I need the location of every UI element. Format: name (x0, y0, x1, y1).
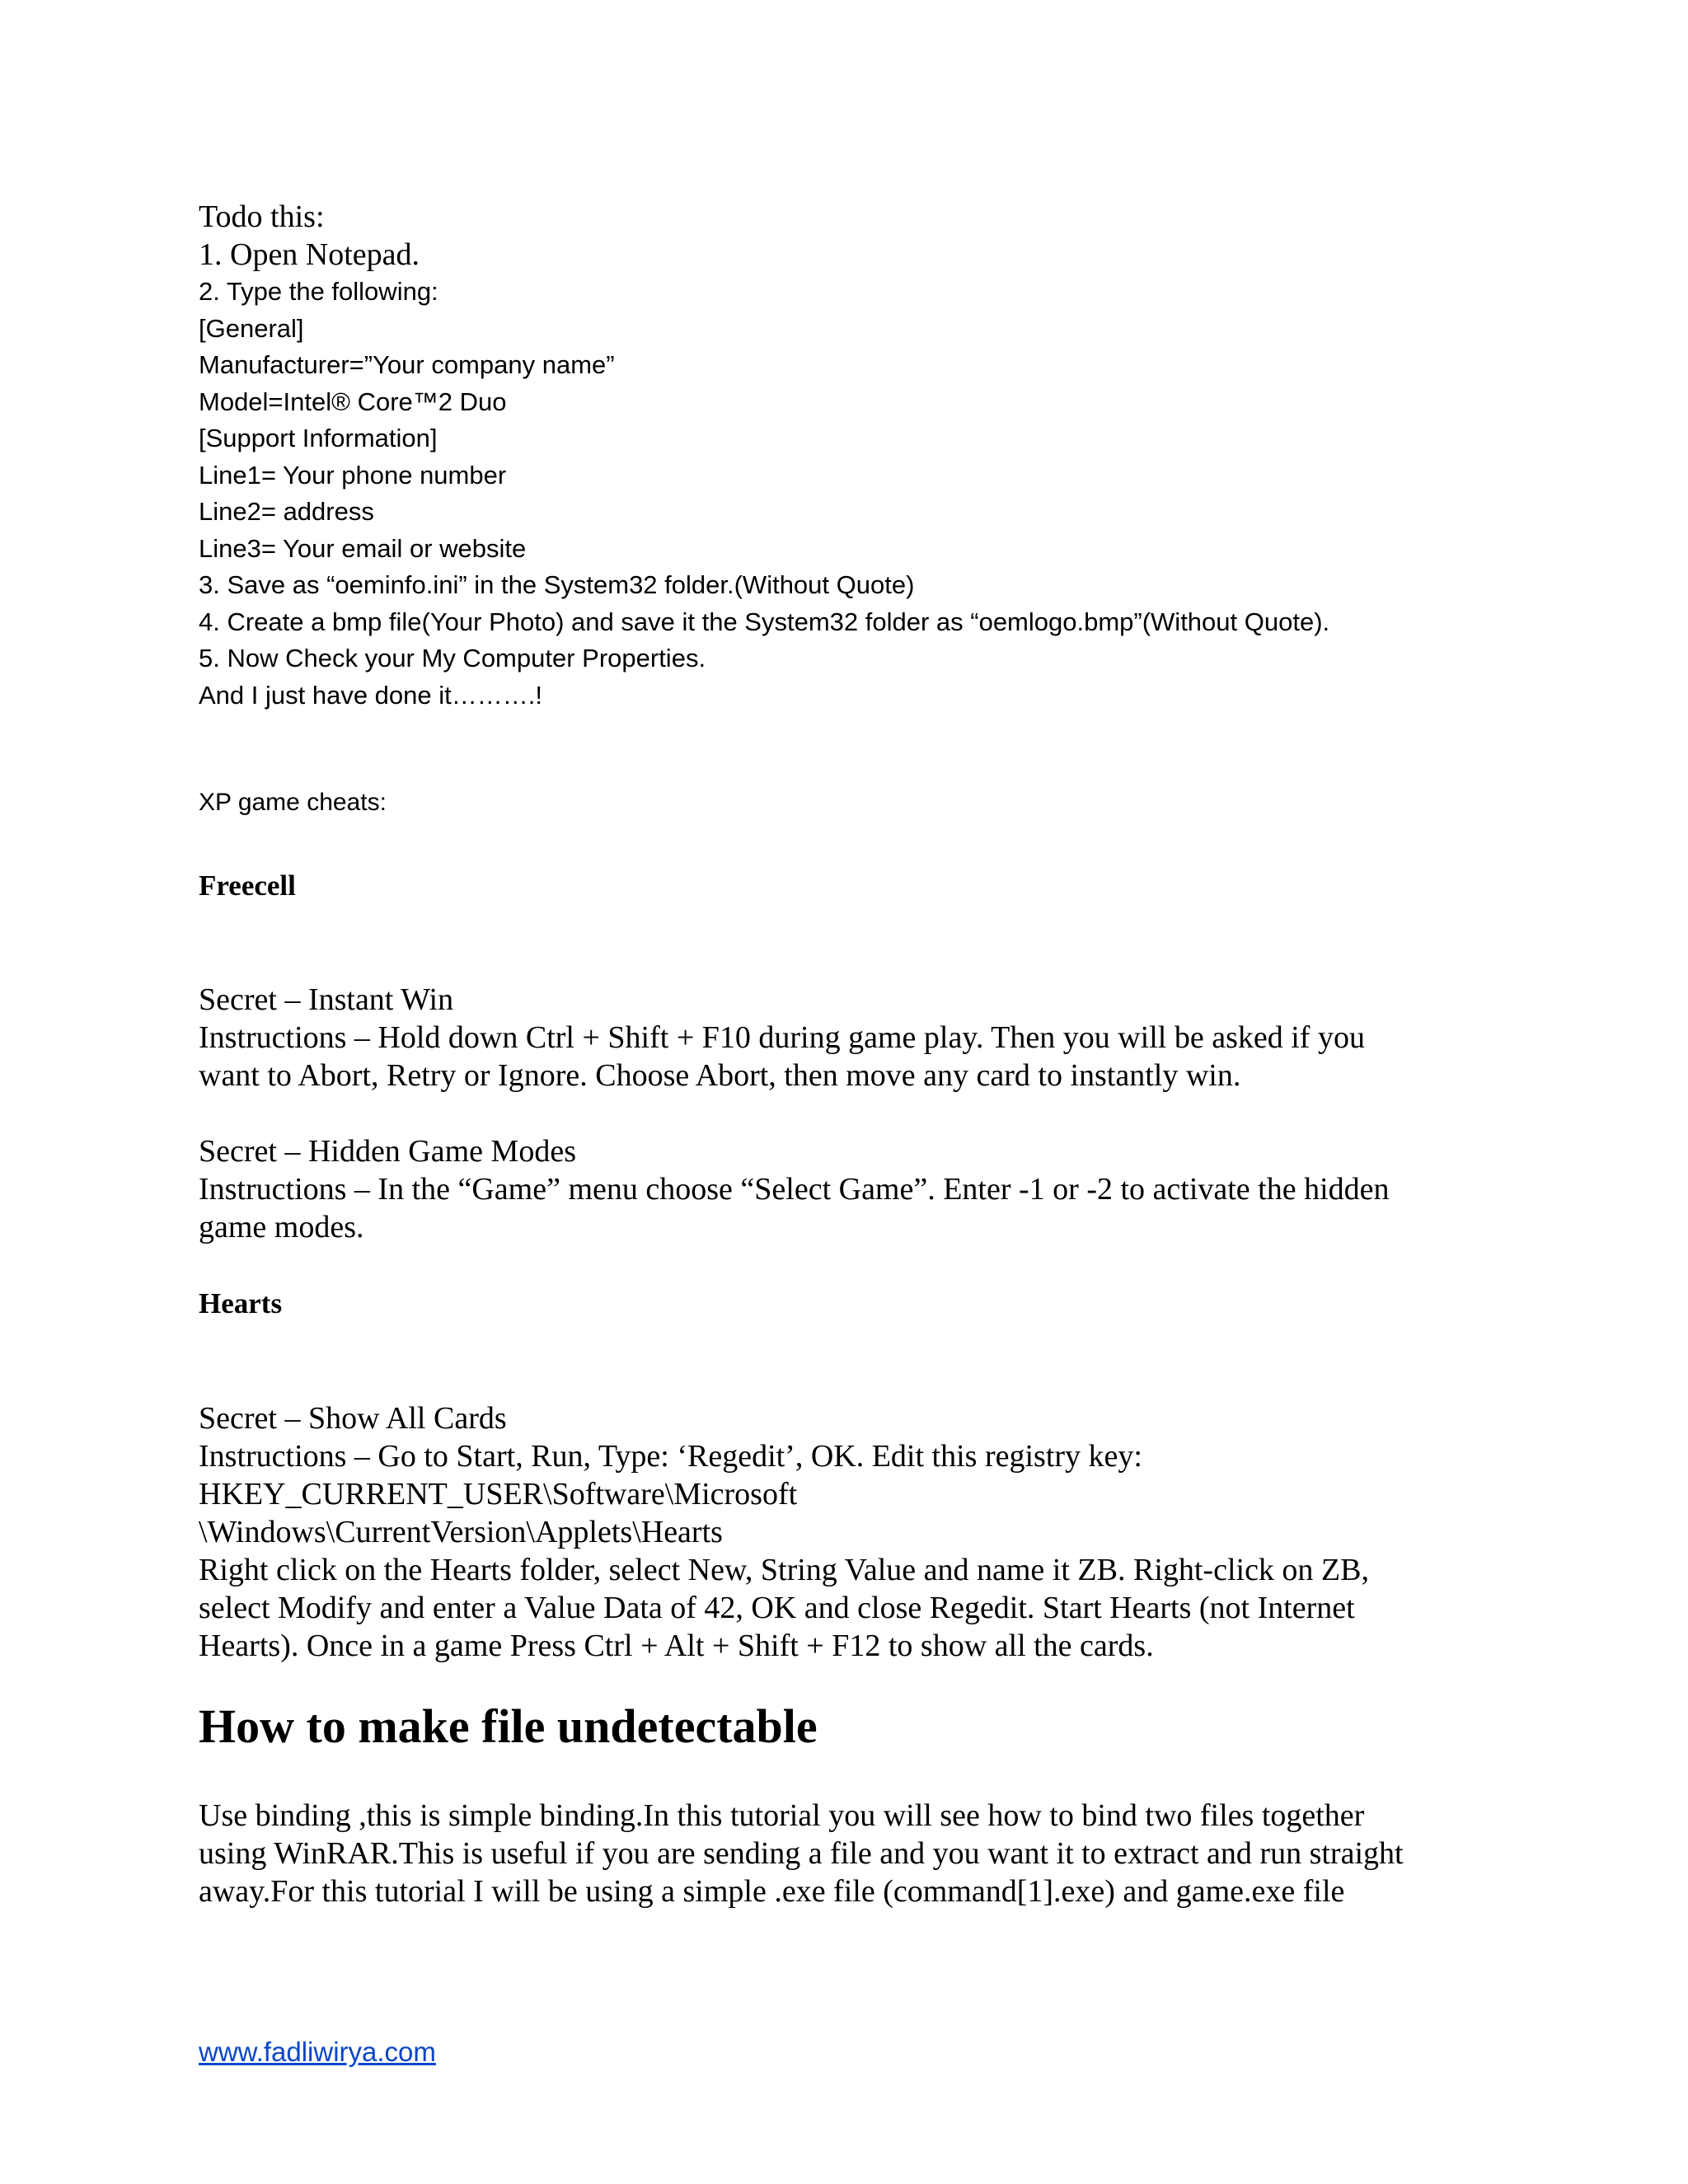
todo-step-4: 4. Create a bmp file(Your Photo) and save it the System32 folder as “oemlogo.bmp”(Without Quote). (199, 607, 1330, 636)
freecell-secret-2: Secret – Hidden Game Modes (199, 1134, 576, 1169)
code-line: Line1= Your phone number (199, 461, 507, 490)
freecell-heading: Freecell (199, 869, 296, 902)
undetectable-body: using WinRAR.This is useful if you are sending a file and you want it to extract and run straight (199, 1836, 1404, 1871)
todo-step-1: 1. Open Notepad. (199, 237, 420, 272)
hearts-instructions: Right click on the Hearts folder, select New, String Value and name it ZB. Right-click on ZB, (199, 1553, 1369, 1587)
undetectable-heading: How to make file undetectable (199, 1699, 818, 1753)
freecell-instructions-1: Instructions – Hold down Ctrl + Shift + F10 during game play. Then you will be asked if you (199, 1020, 1365, 1055)
freecell-instructions-2: Instructions – In the “Game” menu choose “Select Game”. Enter -1 or -2 to activate the hidden (199, 1172, 1390, 1207)
hearts-instructions: HKEY_CURRENT_USER\Software\Microsoft (199, 1477, 798, 1511)
undetectable-body: away.For this tutorial I will be using a simple .exe file (command[1].exe) and game.exe file (199, 1874, 1345, 1909)
todo-title: Todo this: (199, 199, 325, 234)
code-line: Manufacturer=”Your company name” (199, 350, 615, 379)
freecell-instructions-1: want to Abort, Retry or Ignore. Choose Abort, then move any card to instantly win. (199, 1058, 1241, 1093)
todo-done: And I just have done it……….! (199, 681, 542, 710)
code-line: [General] (199, 314, 304, 343)
todo-step-5: 5. Now Check your My Computer Properties. (199, 644, 706, 673)
footer-website-link[interactable]: www.fadliwirya.com (199, 2036, 436, 2067)
hearts-instructions: Hearts). Once in a game Press Ctrl + Alt + Shift + F12 to show all the cards. (199, 1629, 1154, 1663)
cheats-title: XP game cheats: (199, 789, 387, 816)
hearts-instructions: \Windows\CurrentVersion\Applets\Hearts (199, 1515, 723, 1549)
code-line: Line2= address (199, 497, 374, 526)
undetectable-body: Use binding ,this is simple binding.In this tutorial you will see how to bind two files together (199, 1798, 1365, 1833)
todo-step-3: 3. Save as “oeminfo.ini” in the System32 folder.(Without Quote) (199, 570, 915, 599)
hearts-instructions: select Modify and enter a Value Data of 42, OK and close Regedit. Start Hearts (not Internet (199, 1591, 1355, 1625)
hearts-heading: Hearts (199, 1287, 283, 1319)
hearts-secret-1: Secret – Show All Cards (199, 1401, 507, 1436)
code-line: Line3= Your email or website (199, 534, 527, 563)
freecell-secret-1: Secret – Instant Win (199, 982, 454, 1017)
todo-step-2: 2. Type the following: (199, 277, 438, 306)
freecell-instructions-2: game modes. (199, 1210, 364, 1244)
hearts-instructions: Instructions – Go to Start, Run, Type: ‘Regedit’, OK. Edit this registry key: (199, 1439, 1142, 1474)
code-line: [Support Information] (199, 424, 438, 452)
code-line: Model=Intel® Core™2 Duo (199, 387, 507, 416)
